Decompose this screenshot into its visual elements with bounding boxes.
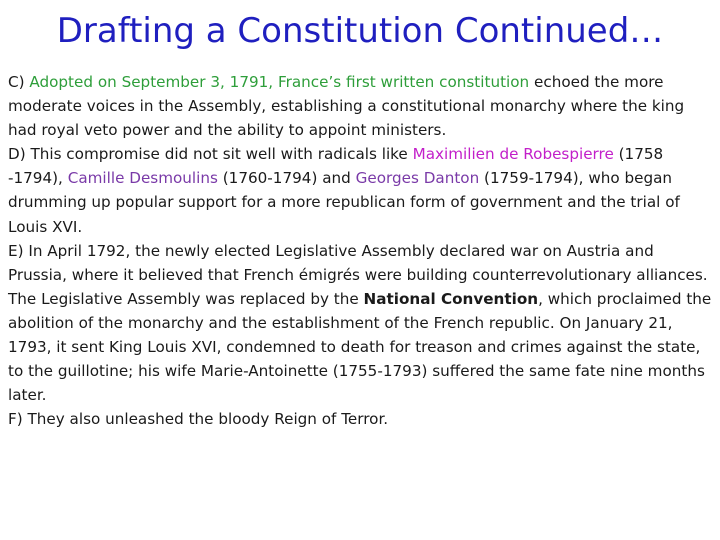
- paragraph-c: [8, 70, 716, 142]
- desmoulins-years: (1760-1794) and: [217, 169, 356, 188]
- robespierre-name: Maximilien de Robespierre: [412, 145, 614, 164]
- paragraph-e-rest: , which proclaimed the abolition of the monarchy and the establishment of the French republic. On January 21, 1793, it sent King Louis XVI, condemned to death for treason and crimes against the state, to the guillotine; his wife Marie-Antoinette (1755-1793) suffered the same fate nine months later.: [8, 289, 712, 405]
- robespierre-years: (1758 -1794),: [8, 145, 664, 188]
- slide-title: Drafting a Constitution Continued…: [56, 11, 664, 51]
- paragraph-e-prefix: E) In April 1792, the newly elected Legislative Assembly declared war on Austria and Prussia, where it believed that French émigrés were building counterrevolutionary alliances. The Legislative Assembly was replaced by the: [8, 241, 708, 308]
- paragraph-c-rest: echoed the more moderate voices in the Assembly, establishing a constitutional monarchy where the king had royal veto power and the ability to appoint ministers.: [8, 73, 685, 140]
- slide-body: [8, 70, 716, 431]
- national-convention: National Convention: [363, 289, 539, 308]
- paragraph-d: [8, 142, 716, 238]
- desmoulins-name: Camille Desmoulins: [67, 169, 218, 188]
- paragraph-c-prefix: C): [8, 73, 30, 91]
- paragraph-d-rest: (1759-1794), who began drumming up popular support for a more republican form of government and the trial of Louis XVI.: [8, 169, 680, 236]
- paragraph-e: [8, 239, 716, 408]
- paragraph-d-prefix: D) This compromise did not sit well with radicals like: [8, 145, 413, 164]
- constitution-highlight: Adopted on September 3, 1791, France’s first written constitution: [29, 73, 530, 91]
- paragraph-f: F) They also unleashed the bloody Reign of Terror.: [8, 410, 389, 429]
- danton-name: Georges Danton: [355, 169, 480, 188]
